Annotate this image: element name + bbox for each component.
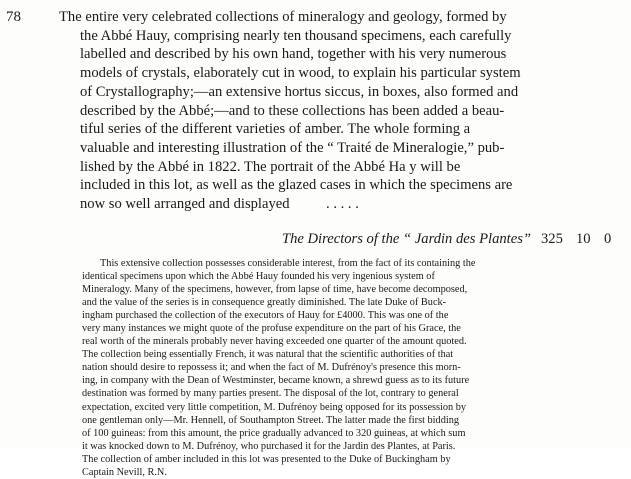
- lot-description-line: lished by the Abbé in 1822. The portrait of the Abbé Ha y will be: [80, 158, 461, 175]
- lot-description-line: labelled and described by his own hand, together with his very numerous: [80, 46, 507, 63]
- buyer-price-row: [0, 231, 631, 251]
- price-shillings: 10: [576, 231, 591, 247]
- footnote-line: and the value of the series is in consequence greatly diminished. The late Duke of Buck-: [82, 297, 447, 309]
- footnote-line: of 100 guineas: from this amount, the price gradually advanced to 320 guineas, at which sum: [82, 427, 466, 439]
- lot-description-line: of Crystallography;—an extensive hortus siccus, in boxes, also formed and: [80, 83, 519, 100]
- buyer-name: The Directors of the “ Jardin des Plantes”: [281, 231, 531, 247]
- lot-description-line: models of crystals, elaborately cut in wood, to explain his particular system: [80, 65, 521, 82]
- lot-description-text: now so well arranged and displayed: [80, 196, 290, 213]
- footnote-line: The collection being essentially French, it was natural that the scientific authorities of that: [82, 349, 454, 361]
- lot-footnote: [82, 257, 608, 479]
- footnote-line: identical specimens upon which the Abbé Hauy founded his very ingenious system of: [82, 271, 435, 283]
- footnote-line: Mineralogy. Many of the specimens, however, from lapse of time, have become decomposed,: [82, 284, 468, 296]
- footnote-line: ingham purchased the collection of the executors of Hauy for £4000. This was one of the: [82, 310, 449, 322]
- lot-description-line: included in this lot, as well as the glazed cases in which the specimens are: [80, 177, 513, 194]
- lot-description-line: The entire very celebrated collections of mineralogy and geology, formed by: [59, 9, 507, 25]
- lot-description-line: tiful series of the different varieties of amber. The whole forming a: [80, 121, 471, 138]
- footnote-line: nation should desire to repossess it; and when the fact of M. Dufrénoy's presence this morn-: [82, 362, 461, 374]
- footnote-line: This extensive collection possesses considerable interest, from the fact of its containing the: [100, 258, 476, 269]
- footnote-line: ing, in company with the Dean of Westminster, became known, a shrewd guess as to its future: [82, 375, 470, 387]
- footnote-line: real worth of the minerals probably never having exceeded one quarter of the amount quoted.: [82, 336, 467, 348]
- lot-description-line-last: [59, 195, 621, 214]
- footnote-line: very many instances we might quote of the profuse expenditure on the part of his Grace, the: [82, 323, 461, 335]
- lot-description-line: valuable and interesting illustration of the “ Traité de Mineralogie,” pub-: [80, 139, 505, 156]
- price-pence: 0: [604, 231, 612, 247]
- footnote-line: The collection of amber included in this lot was presented to the Duke of Buckingham by: [82, 453, 451, 465]
- lot-description-line: described by the Abbé;—and to these collections has been added a beau-: [80, 102, 505, 119]
- footnote-line: it was knocked down to M. Dufrénoy, who purchased it for the Jardin des Plantes, at Paris.: [82, 440, 456, 452]
- lot-number: 78: [6, 9, 21, 25]
- footnote-line: one gentleman only—Mr. Hennell, of Southampton Street. The latter made the first bidding: [82, 414, 459, 426]
- footnote-line: expectation, excited very little competition, M. Dufrénoy being opposed for its possession by: [82, 401, 467, 413]
- footnote-line: Captain Nevill, R.N.: [82, 466, 167, 478]
- lot-description: [59, 8, 621, 214]
- lot-description-line: the Abbé Hauy, comprising nearly ten thousand specimens, each carefully: [80, 27, 512, 44]
- price-pounds: 325: [541, 231, 563, 247]
- footnote-line: destination was formed by many parties present. The disposal of the lot, contrary to general: [82, 388, 459, 400]
- leader-dots: . . . . .: [326, 196, 359, 213]
